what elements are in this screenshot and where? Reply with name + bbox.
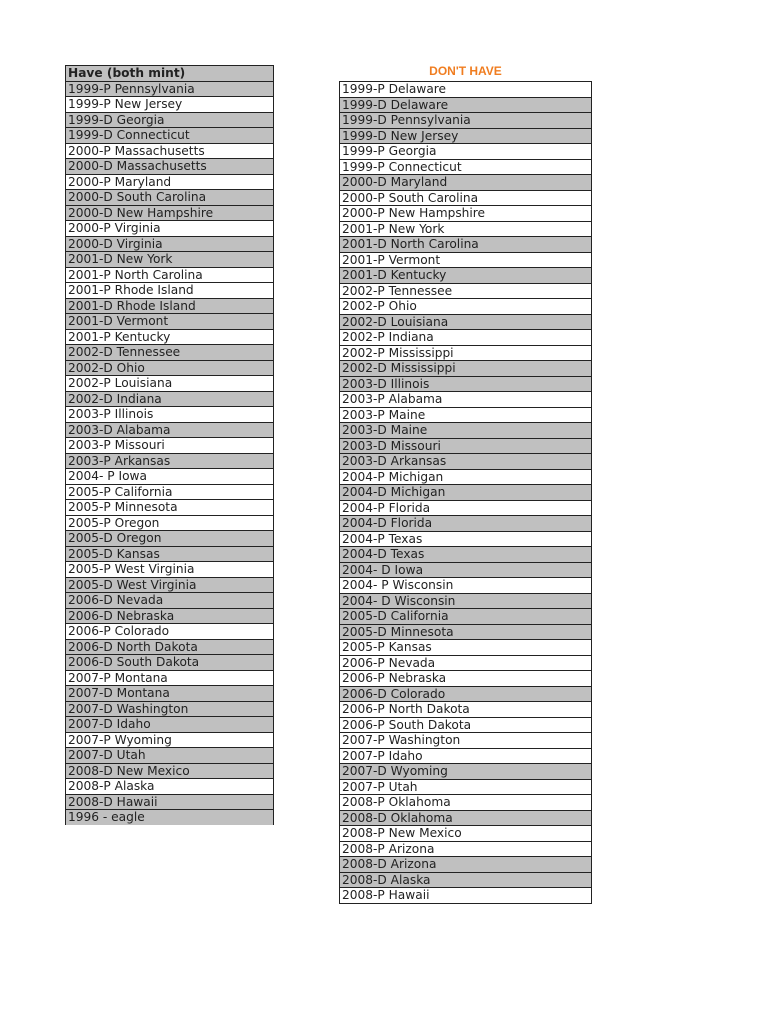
have-row: 2007-D Utah bbox=[65, 748, 274, 764]
have-row: 2001-P Kentucky bbox=[65, 330, 274, 346]
dont-have-row: 2008-P Oklahoma bbox=[339, 795, 592, 811]
dont-have-row: 2003-D Maine bbox=[339, 423, 592, 439]
dont-have-row: 2004- D Iowa bbox=[339, 563, 592, 579]
have-row: 2001-D Vermont bbox=[65, 314, 274, 330]
have-row: 2003-D Alabama bbox=[65, 423, 274, 439]
dont-have-row: 2005-D California bbox=[339, 609, 592, 625]
have-row: 2000-D Virginia bbox=[65, 237, 274, 253]
dont-have-row: 2008-D Oklahoma bbox=[339, 811, 592, 827]
dont-have-row: 2003-P Maine bbox=[339, 408, 592, 424]
have-row: 2000-D New Hampshire bbox=[65, 206, 274, 222]
have-row: 2008-D Hawaii bbox=[65, 795, 274, 811]
dont-have-row: 2001-D Kentucky bbox=[339, 268, 592, 284]
dont-have-row: 2007-P Idaho bbox=[339, 749, 592, 765]
have-row: 2000-P Maryland bbox=[65, 175, 274, 191]
dont-have-row: 2006-P North Dakota bbox=[339, 702, 592, 718]
dont-have-row: 2008-P New Mexico bbox=[339, 826, 592, 842]
have-row: 2001-P North Carolina bbox=[65, 268, 274, 284]
have-row: 1999-P Pennsylvania bbox=[65, 82, 274, 98]
dont-have-row: 2007-P Utah bbox=[339, 780, 592, 796]
dont-have-row: 2003-D Missouri bbox=[339, 439, 592, 455]
dont-have-row: 2004-D Michigan bbox=[339, 485, 592, 501]
dont-have-row: 1999-P Connecticut bbox=[339, 160, 592, 176]
have-row: 2006-D North Dakota bbox=[65, 640, 274, 656]
dont-have-row: 2003-D Arkansas bbox=[339, 454, 592, 470]
dont-have-row: 2004- P Wisconsin bbox=[339, 578, 592, 594]
have-row: 2001-D New York bbox=[65, 252, 274, 268]
have-row: 1996 - eagle bbox=[65, 810, 274, 825]
dont-have-row: 2004-P Florida bbox=[339, 501, 592, 517]
have-row: 1999-P New Jersey bbox=[65, 97, 274, 113]
have-table bbox=[65, 65, 274, 825]
have-row: 2000-D South Carolina bbox=[65, 190, 274, 206]
have-row: 2005-P Minnesota bbox=[65, 500, 274, 516]
dont-have-row: 2000-P South Carolina bbox=[339, 191, 592, 207]
dont-have-row: 1999-D Pennsylvania bbox=[339, 113, 592, 129]
dont-have-row: 2002-D Louisiana bbox=[339, 315, 592, 331]
dont-have-row: 2004-D Florida bbox=[339, 516, 592, 532]
dont-have-row: 2000-P New Hampshire bbox=[339, 206, 592, 222]
dont-have-row: 2001-P Vermont bbox=[339, 253, 592, 269]
dont-have-row: 2004- D Wisconsin bbox=[339, 594, 592, 610]
have-row: 2005-P West Virginia bbox=[65, 562, 274, 578]
have-header: Have (both mint) bbox=[65, 66, 274, 82]
have-row: 2000-P Virginia bbox=[65, 221, 274, 237]
have-row: 2005-D Kansas bbox=[65, 547, 274, 563]
have-row: 2006-D South Dakota bbox=[65, 655, 274, 671]
have-row: 2002-P Louisiana bbox=[65, 376, 274, 392]
dont-have-row: 2008-D Alaska bbox=[339, 873, 592, 889]
dont-have-row: 2008-P Hawaii bbox=[339, 888, 592, 904]
dont-have-row: 1999-D Delaware bbox=[339, 98, 592, 114]
have-row: 2002-D Indiana bbox=[65, 392, 274, 408]
have-row: 2005-D West Virginia bbox=[65, 578, 274, 594]
dont-have-row: 2006-P Nevada bbox=[339, 656, 592, 672]
have-row: 2005-D Oregon bbox=[65, 531, 274, 547]
have-row: 2007-D Idaho bbox=[65, 717, 274, 733]
dont-have-row: 2002-P Tennessee bbox=[339, 284, 592, 300]
have-row: 2006-D Nebraska bbox=[65, 609, 274, 625]
have-row: 2006-P Colorado bbox=[65, 624, 274, 640]
have-row: 2006-D Nevada bbox=[65, 593, 274, 609]
have-row: 2003-P Arkansas bbox=[65, 454, 274, 470]
dont-have-row: 2006-P Nebraska bbox=[339, 671, 592, 687]
dont-have-title: DON'T HAVE bbox=[429, 64, 502, 78]
dont-have-row: 2006-P South Dakota bbox=[339, 718, 592, 734]
dont-have-row: 1999-P Georgia bbox=[339, 144, 592, 160]
dont-have-row: 2005-P Kansas bbox=[339, 640, 592, 656]
dont-have-row: 1999-P Delaware bbox=[339, 82, 592, 98]
dont-have-row: 2002-D Mississippi bbox=[339, 361, 592, 377]
have-row: 2004- P Iowa bbox=[65, 469, 274, 485]
have-row: 1999-D Connecticut bbox=[65, 128, 274, 144]
have-row: 1999-D Georgia bbox=[65, 113, 274, 129]
have-row: 2002-D Ohio bbox=[65, 361, 274, 377]
dont-have-row: 2004-P Texas bbox=[339, 532, 592, 548]
dont-have-row: 2008-P Arizona bbox=[339, 842, 592, 858]
have-row: 2008-D New Mexico bbox=[65, 764, 274, 780]
dont-have-row: 2007-P Washington bbox=[339, 733, 592, 749]
dont-have-row: 2005-D Minnesota bbox=[339, 625, 592, 641]
dont-have-row: 2003-D Illinois bbox=[339, 377, 592, 393]
have-row: 2007-P Wyoming bbox=[65, 733, 274, 749]
dont-have-row: 2001-D North Carolina bbox=[339, 237, 592, 253]
have-row: 2001-P Rhode Island bbox=[65, 283, 274, 299]
dont-have-row: 2007-D Wyoming bbox=[339, 764, 592, 780]
have-row: 2007-D Montana bbox=[65, 686, 274, 702]
have-row: 2007-D Washington bbox=[65, 702, 274, 718]
have-row: 2005-P Oregon bbox=[65, 516, 274, 532]
dont-have-row: 2002-P Ohio bbox=[339, 299, 592, 315]
dont-have-row: 2000-D Maryland bbox=[339, 175, 592, 191]
have-row: 2005-P California bbox=[65, 485, 274, 501]
have-row: 2000-D Massachusetts bbox=[65, 159, 274, 175]
have-row: 2003-P Illinois bbox=[65, 407, 274, 423]
dont-have-row: 2006-D Colorado bbox=[339, 687, 592, 703]
dont-have-row: 1999-D New Jersey bbox=[339, 129, 592, 145]
have-row: 2002-D Tennessee bbox=[65, 345, 274, 361]
dont-have-row: 2008-D Arizona bbox=[339, 857, 592, 873]
have-row: 2000-P Massachusetts bbox=[65, 144, 274, 160]
dont-have-row: 2001-P New York bbox=[339, 222, 592, 238]
dont-have-row: 2003-P Alabama bbox=[339, 392, 592, 408]
have-row: 2003-P Missouri bbox=[65, 438, 274, 454]
dont-have-table bbox=[339, 81, 592, 904]
have-row: 2007-P Montana bbox=[65, 671, 274, 687]
dont-have-row: 2002-P Indiana bbox=[339, 330, 592, 346]
have-row: 2008-P Alaska bbox=[65, 779, 274, 795]
dont-have-row: 2004-D Texas bbox=[339, 547, 592, 563]
have-row: 2001-D Rhode Island bbox=[65, 299, 274, 315]
dont-have-row: 2002-P Mississippi bbox=[339, 346, 592, 362]
dont-have-row: 2004-P Michigan bbox=[339, 470, 592, 486]
